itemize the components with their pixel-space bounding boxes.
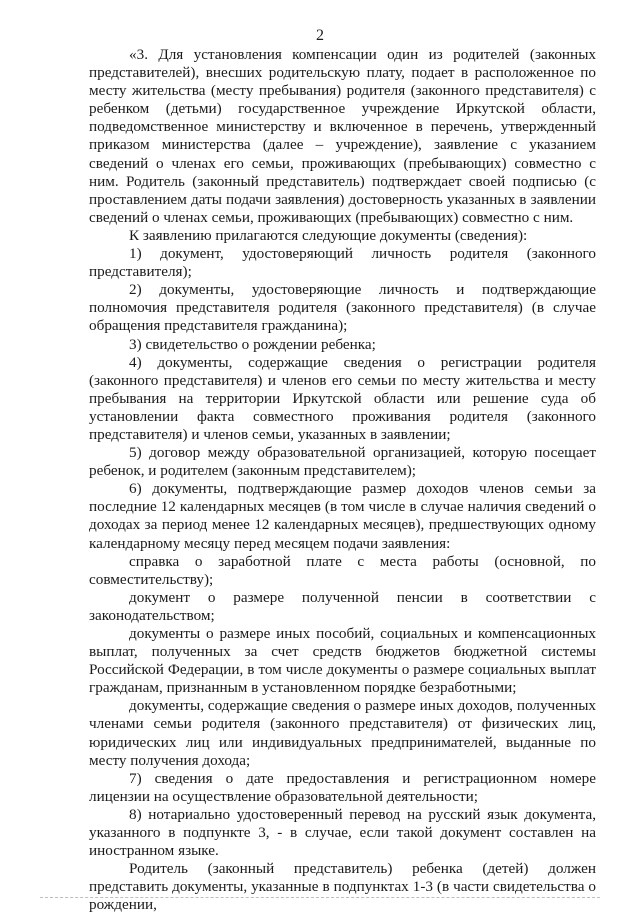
list-item-6: 6) документы, подтверждающие размер доходов членов семьи за последние 12 календарных месяцев (в том числе в случае наличия сведений о доходах за период менее 12 календарных месяцев), предшествующих одному календарному месяцу перед месяцем подачи заявления: xyxy=(89,480,596,552)
page-bottom-divider xyxy=(40,897,600,898)
paragraph-attachments-heading: К заявлению прилагаются следующие документы (сведения): xyxy=(129,226,528,244)
list-item-3: 3) свидетельство о рождении ребенка; xyxy=(129,335,376,353)
list-item-7: 7) сведения о дате предоставления и регистрационном номере лицензии на осуществление образовательной деятельности; xyxy=(89,769,596,805)
list-item-2: 2) документы, удостоверяющие личность и подтверждающие полномочия представителя родителя (законного представителя) (в случае обращения представителя гражданина); xyxy=(89,281,596,335)
list-item-4: 4) документы, содержащие сведения о регистрации родителя (законного представителя) и членов его семьи по месту жительства и месту пребывания на территории Иркутской области или решение суда об установлении факта совместного проживания родителя (законного представителя) и членов семьи, указанных в заявлении; xyxy=(89,353,596,443)
sub-item-benefits: документы о размере иных пособий, социальных и компенсационных выплат, полученных за счет средств бюджетов бюджетной системы Российской Федерации, в том числе документы о размере социальных выплат гражданам, признанным в установленном порядке безработными; xyxy=(89,625,596,697)
sub-item-other-income: документы, содержащие сведения о размере иных доходов, полученных членами семьи родителя (законного представителя) от физических лиц, юридических лиц или индивидуальных предпринимателей, выданные по месту получения дохода; xyxy=(89,697,596,769)
list-item-5: 5) договор между образовательной организацией, которую посещает ребенок, и родителем (законным представителем); xyxy=(89,444,596,480)
list-item-8: 8) нотариально удостоверенный перевод на русский язык документа, указанного в подпункте 3, - в случае, если такой документ составлен на иностранном языке. xyxy=(89,805,596,860)
sub-item-salary: справка о заработной плате с места работы (основной, по совместительству); xyxy=(89,552,596,588)
page-number: 2 xyxy=(316,27,324,44)
sub-item-pension: документ о размере полученной пенсии в соответствии с законодательством; xyxy=(89,588,596,624)
document-body xyxy=(89,46,596,915)
paragraph-closing: Родитель (законный представитель) ребенка (детей) должен представить документы, указанные в подпунктах 1-3 (в части свидетельства о рождении, xyxy=(89,860,596,914)
list-item-1: 1) документ, удостоверяющий личность родителя (законного представителя); xyxy=(89,245,596,281)
paragraph-intro: «3. Для установления компенсации один из родителей (законных представителей), внесших родительскую плату, подает в расположенное по месту жительства (месту пребывания) родителя (законного представителя) с ребенком (детьми) государственное учреждение Иркутской области, подведомственное министерству и включенное в перечень, утвержденный приказом министерства (далее – учреждение), заявление с указанием сведений о членах его семьи, проживающих (пребывающих) совместно с ним. Родитель (законный представитель) подтверждает своей подписью (с проставлением даты подачи заявления) достоверность указанных в заявлении сведений о членах семьи, проживающих (пребывающих) совместно с ним. xyxy=(89,46,596,226)
